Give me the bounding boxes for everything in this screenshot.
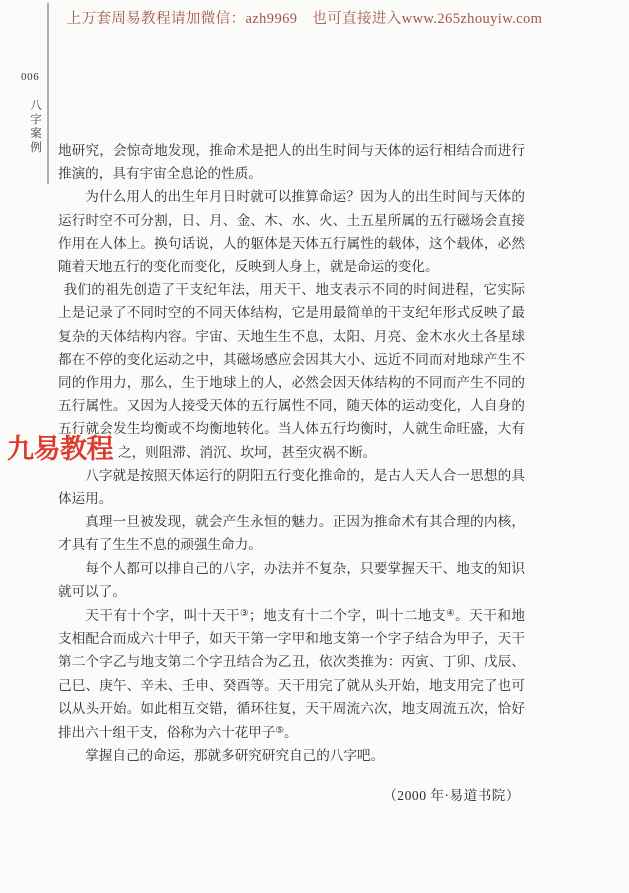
text-line: 才具有了生生不息的顽强生命力。 — [58, 537, 262, 553]
text-line: 八字就是按照天体运行的阴阳五行变化推命的，是古人天人合一思想的具 — [85, 467, 525, 483]
text-line: 五行属性。又因为人接受天体的五行属性不同，随天体的运动变化，人自身的 — [58, 398, 525, 414]
text-line: 为什么用人的出生年月日时就可以推算命运？因为人的出生时间与天体的 — [85, 189, 525, 205]
text-line: 第二个字乙与地支第二个字丑结合为乙丑，依次类推为：丙寅、丁卯、戊辰、 — [58, 654, 525, 670]
sidebar-book-title: 八字案例 — [29, 99, 41, 155]
text-line: 掌握自己的命运，那就多研究研究自己的八字吧。 — [85, 748, 385, 764]
text-line: 以从头开始。如此相互交错，循环往复，天干周流六次，地支周流五次，恰好 — [58, 700, 525, 716]
text-line: 上是记录了不同时空的不同天体结构，它是用最简单的干支纪年形式反映了最 — [58, 305, 525, 321]
watermark-text: 九易教程 — [7, 434, 113, 464]
text-line: 作用在人体上。换句话说，人的躯体是天体五行属性的载体，这个载体，必然 — [58, 235, 525, 251]
text-line: 之，则阻滞、消沉、坎坷，甚至灾祸不断。 — [118, 444, 377, 460]
text-line: 推演的，具有宇宙全息论的性质。 — [58, 166, 262, 182]
text-line: 己巳、庚午、辛未、壬申、癸酉等。天干用完了就从头开始，地支用完了也可 — [58, 677, 525, 693]
text-line: 天干有十个字，叫十天干③；地支有十二个字，叫十二地支④。天干和地 — [85, 608, 525, 624]
text-line: 都在不停的变化运动之中，其磁场感应会因其大小、远近不同而对地球产生不 — [58, 351, 525, 367]
header-ad-text: 上万套周易教程请加微信：azh9969 也可直接进入www.265zhouyiw.com — [66, 11, 543, 27]
body-text — [58, 139, 525, 767]
sidebar-divider-rule — [47, 3, 49, 184]
text-line: 就可以了。 — [58, 583, 126, 599]
text-line: 支相配合而成六十甲子，如天干第一字甲和地支第一个字子结合为甲子，天干 — [58, 631, 525, 647]
text-line: 体运用。 — [58, 491, 113, 507]
text-line: 随着天地五行的变化而变化，反映到人身上，就是命运的变化。 — [58, 259, 439, 275]
attribution: （2000 年·易道书院） — [383, 788, 520, 803]
text-line: 复杂的天体结构内容。宇宙、天地生生不息，太阳、月亮、金木水火土各星球 — [58, 328, 525, 344]
sidebar-page-number: 006 — [21, 71, 40, 83]
text-line: 每个人都可以排自己的八字，办法并不复杂，只要掌握天干、地支的知识 — [85, 560, 525, 576]
text-line: 五行就会发生均衡或不均衡地转化。当人体五行均衡时，人就生命旺盛，大有 — [58, 421, 525, 437]
text-line: 地研究，会惊奇地发现，推命术是把人的出生时间与天体的运行相结合而进行 — [58, 143, 525, 158]
text-line: 运行时空不可分割，日、月、金、木、水、火、土五星所属的五行磁场会直接 — [58, 212, 525, 228]
text-line: 我们的祖先创造了干支纪年法，用天干、地支表示不同的时间进程，它实际 — [63, 282, 525, 298]
text-line: 排出六十组干支，俗称为六十花甲子⑤。 — [58, 725, 298, 741]
text-line: 同的作用力，那么，生于地球上的人，必然会因天体结构的不同而产生不同的 — [58, 375, 525, 391]
text-line: 真理一旦被发现，就会产生永恒的魅力。正因为推命术有其合理的内核， — [85, 514, 525, 530]
